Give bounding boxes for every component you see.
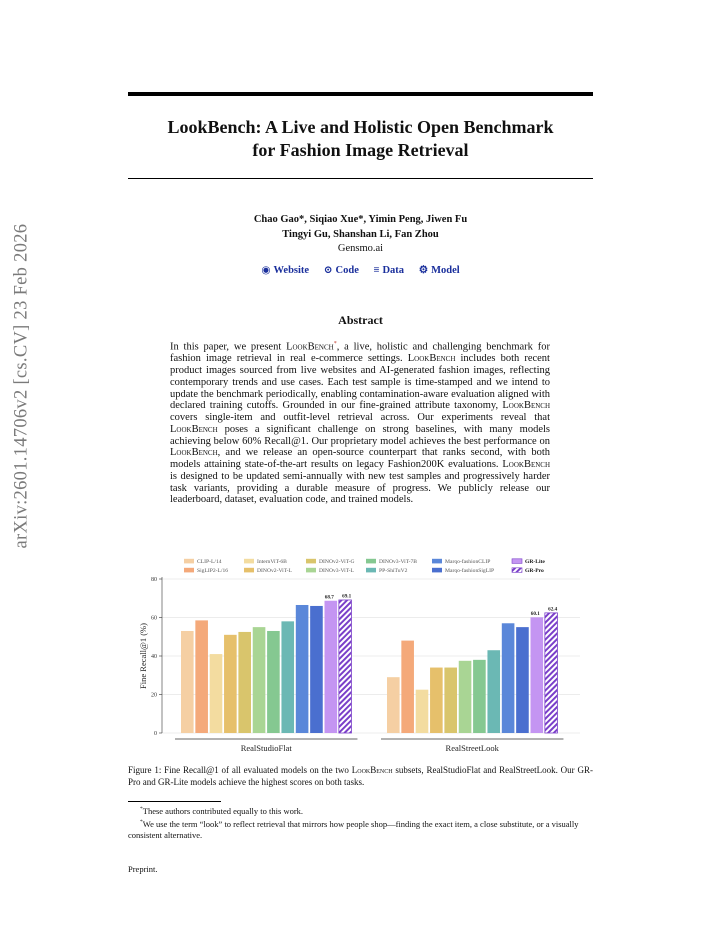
legend-label: DINOv3-ViT-L — [319, 568, 354, 574]
link-model[interactable] — [419, 265, 460, 276]
footnote-2 — [128, 817, 593, 841]
bar-dinov2-vit-g — [238, 632, 251, 733]
bar-value-label: 62.4 — [548, 606, 558, 613]
legend-label: Marqo-fashionSigLIP — [445, 568, 495, 574]
bar-internvit-6b — [210, 654, 223, 733]
y-tick-label: 60 — [151, 615, 157, 622]
legend-swatch — [184, 559, 194, 564]
abstract-text: poses a significant challenge on strong baselines, with many models achieving below 60% Recall@1. Our proprietary model achieves the best performance on — [170, 423, 550, 447]
bar-dinov3-vit-7b — [473, 660, 486, 733]
legend-label: Marqo-fashionCLIP — [445, 559, 491, 565]
title-top-rule — [128, 92, 593, 96]
abstract-text: covers single-item and outfit-level retrieval across. Our experiments reveal that — [170, 412, 550, 423]
legend-label: SigLIP2-L/16 — [197, 568, 229, 574]
caption-text: subsets, RealStudioFlat and RealStreetLook. Our GR-Pro and GR-Lite models achieve the highest scores on both tasks. — [128, 765, 593, 787]
bar-value-label: 60.1 — [530, 610, 540, 617]
caption-text: Figure 1: Fine Recall@1 of all evaluated models on the two — [128, 765, 352, 775]
authors — [128, 212, 593, 242]
bar-gr-lite — [325, 601, 338, 733]
link-label: Code — [335, 265, 359, 276]
authors-line-1: Chao Gao*, Siqiao Xue*, Yimin Peng, Jiwen Fu — [253, 214, 468, 225]
legend-label: InternViT-6B — [257, 559, 287, 565]
link-label: Website — [273, 265, 310, 276]
bar-clip-l-14 — [181, 631, 194, 733]
resource-links — [128, 264, 593, 276]
legend-swatch — [184, 568, 194, 573]
title-line-2: for Fashion Image Retrieval — [252, 140, 469, 160]
footnotes — [128, 804, 593, 841]
bar-dinov2-vit-g — [444, 668, 457, 733]
github-icon: ⊙ — [323, 265, 333, 276]
recall-bar-chart — [128, 552, 593, 757]
legend-label: DINOv2-ViT-L — [257, 568, 292, 574]
legend-swatch — [432, 559, 442, 564]
bar-value-label: 69.1 — [342, 593, 352, 600]
arxiv-stamp: arXiv:2601.14706v2 [cs.CV] 23 Feb 2026 — [11, 223, 32, 549]
legend-swatch — [366, 559, 376, 564]
abstract-text: includes both recent product images sourced from live websites and AI-generated fashion images, reflecting contemporary trends and use cases. Each test sample is time-stamped and we intend to update the benchmark periodically, enabling contamination-aware evaluation aligned with declared training cutoffs. Grounded in our fine-grained attribute taxonomy, — [170, 353, 550, 412]
authors-line-2: Tingyi Gu, Shanshan Li, Fan Zhou — [282, 229, 439, 240]
legend-label: DINOv3-ViT-7B — [379, 559, 417, 565]
legend-label: DINOv2-ViT-G — [319, 559, 355, 565]
y-tick-label: 20 — [151, 692, 157, 699]
benchmark-name: LookBench — [502, 459, 550, 470]
benchmark-name: LookBench — [502, 400, 550, 412]
benchmark-name: LookBench — [286, 341, 334, 353]
link-code[interactable] — [324, 265, 359, 276]
legend-swatch — [432, 568, 442, 573]
legend-label: CLIP-L/14 — [197, 559, 222, 565]
benchmark-name: LookBench — [170, 447, 218, 459]
bar-dinov2-vit-l — [224, 635, 237, 733]
benchmark-name: LookBench — [351, 765, 393, 775]
bar-siglip2-l-16 — [195, 620, 208, 733]
link-label: Data — [382, 265, 405, 276]
bar-marqo-fashionclip — [296, 605, 309, 733]
bar-value-label: 68.7 — [324, 594, 334, 601]
footnote-mark[interactable]: * — [333, 341, 337, 347]
y-tick-label: 40 — [151, 654, 157, 660]
database-icon: ≡ — [373, 265, 380, 276]
abstract-heading: Abstract — [338, 313, 383, 327]
bar-marqo-fashionsiglip — [310, 606, 323, 733]
legend-label: PP-ShiTuV2 — [379, 568, 408, 574]
bar-dinov3-vit-l — [253, 627, 266, 733]
paper-title — [128, 116, 593, 162]
legend-swatch — [306, 559, 316, 564]
link-data[interactable] — [373, 265, 404, 276]
footnote-text: These authors contributed equally to this work. — [142, 805, 304, 816]
bar-gr-pro — [339, 600, 352, 733]
globe-icon: ◉ — [261, 265, 271, 276]
footnote-text: We use the term “look” to reflect retrieval that mirrors how people shop—finding the exact item, a close substitute, or a visually consistent alternative. — [128, 818, 579, 840]
legend-swatch — [244, 559, 254, 564]
bar-dinov3-vit-l — [459, 661, 472, 733]
footnote-1 — [128, 804, 593, 817]
preprint-label: Preprint. — [128, 864, 158, 874]
benchmark-name: LookBench — [170, 423, 218, 435]
gears-icon: ⚙ — [418, 265, 429, 276]
abstract-text: , a live, holistic and challenging benchmark for fashion image retrieval in real e-commerce settings. — [170, 341, 550, 365]
legend-swatch — [306, 568, 316, 573]
legend-swatch — [512, 559, 522, 564]
bar-dinov3-vit-7b — [267, 631, 280, 733]
y-axis-label: Fine Recall@1 (%) — [138, 623, 148, 689]
bar-marqo-fashionclip — [502, 623, 515, 733]
category-label: RealStreetLook — [445, 743, 499, 753]
abstract-text: is designed to be updated semi-annually with new test samples and progressively harder task variants, providing a durable measure of progress. We publicly release our leaderboard, dataset, evaluation code, and trained models. — [170, 470, 550, 506]
bar-gr-lite — [531, 617, 544, 733]
bar-siglip2-l-16 — [401, 641, 414, 733]
footnote-mark: * — [140, 818, 143, 825]
title-line-1: LookBench: A Live and Holistic Open Benchmark — [167, 117, 554, 137]
footnote-rule — [128, 801, 221, 802]
y-tick-label: 80 — [151, 577, 157, 583]
bar-marqo-fashionsiglip — [516, 627, 529, 733]
abstract-body — [170, 339, 550, 506]
footnote-mark: * — [140, 806, 143, 812]
category-label: RealStudioFlat — [240, 743, 292, 753]
bar-internvit-6b — [416, 690, 429, 733]
bar-pp-shituv2 — [487, 650, 500, 733]
bar-dinov2-vit-l — [430, 668, 443, 733]
title-bottom-rule — [128, 178, 593, 179]
y-tick-label: 0 — [154, 731, 157, 737]
bar-pp-shituv2 — [281, 621, 294, 733]
benchmark-name: LookBench — [407, 353, 456, 365]
link-label: Model — [431, 265, 460, 276]
legend-swatch — [366, 568, 376, 573]
bar-clip-l-14 — [387, 677, 400, 733]
abstract-text: In this paper, we present — [170, 341, 287, 353]
abstract-text: , and we release an open-source counterpart that ranks second, with both models attaining state-of-the-art results on legacy Fashion200K evaluations. — [170, 447, 550, 470]
legend-swatch — [512, 568, 522, 573]
affiliation: Gensmo.ai — [337, 243, 384, 254]
legend-label: GR-Pro — [525, 568, 544, 574]
legend-label: GR-Lite — [525, 559, 545, 565]
figure-caption — [128, 765, 593, 788]
link-website[interactable] — [261, 265, 309, 276]
legend-swatch — [244, 568, 254, 573]
bar-gr-pro — [545, 613, 558, 733]
